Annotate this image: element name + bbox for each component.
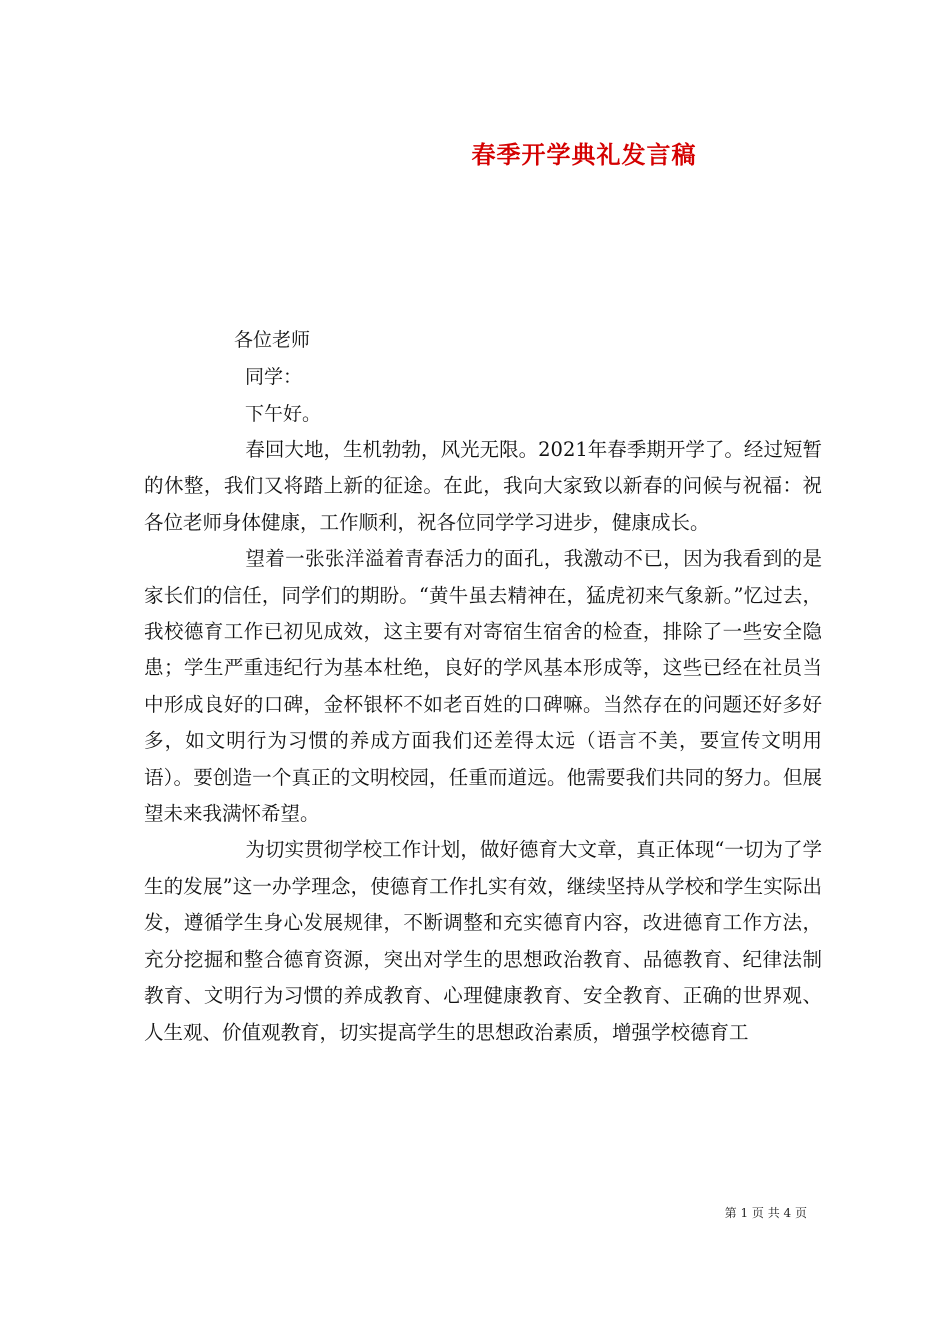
salutation-teachers: 各位老师 — [234, 329, 311, 351]
paragraph-moral-education-review: 望着一张张洋溢着青春活力的面孔，我激动不已，因为我看到的是家长们的信任，同学们的期盼。“黄牛虽去精神在，猛虎初来气象新。”忆过去，我校德育工作已初见成效，这主要有对寄宿生宿舍的检查，排除了一些安全隐患；学生严重违纪行为基本杜绝，良好的学风基本形成等，这些已经在社员当中形成良好的口碑，金杯银杯不如老百姓的口碑嘛。当然存在的问题还好多好多，如文明行为习惯的养成方面我们还差得太远（语言不美，要宣传文明用语）。要创造一个真正的文明校园，任重而道远。他需要我们共同的努力。但展望未来我满怀希望。 — [144, 547, 822, 826]
salutation-students: 同学： — [245, 366, 303, 388]
speech-body — [144, 432, 822, 1051]
salutation-good-afternoon: 下午好。 — [245, 403, 322, 425]
paragraph-spring-opening: 春回大地，生机勃勃，风光无限。2021年春季期开学了。经过短暂的休整，我们又将踏上新的征途。在此，我向大家致以新春的问候与祝福：祝各位老师身体健康，工作顺利，祝各位同学学习进步，健康成长。 — [144, 438, 822, 534]
paragraph-work-plan: 为切实贯彻学校工作计划，做好德育大文章，真正体现“一切为了学生的发展”这一办学理念，使德育工作扎实有效，继续坚持从学校和学生实际出发，遵循学生身心发展规律，不断调整和充实德育内容，改进德育工作方法，充分挖掘和整合德育资源，突出对学生的思想政治教育、品德教育、纪律法制教育、文明行为习惯的养成教育、心理健康教育、安全教育、正确的世界观、人生观、价值观教育，切实提高学生的思想政治素质，增强学校德育工 — [144, 838, 822, 1044]
document-title: 春季开学典礼发言稿 — [471, 140, 697, 169]
page-number-footer: 第 1 页 共 4 页 — [724, 1206, 807, 1220]
